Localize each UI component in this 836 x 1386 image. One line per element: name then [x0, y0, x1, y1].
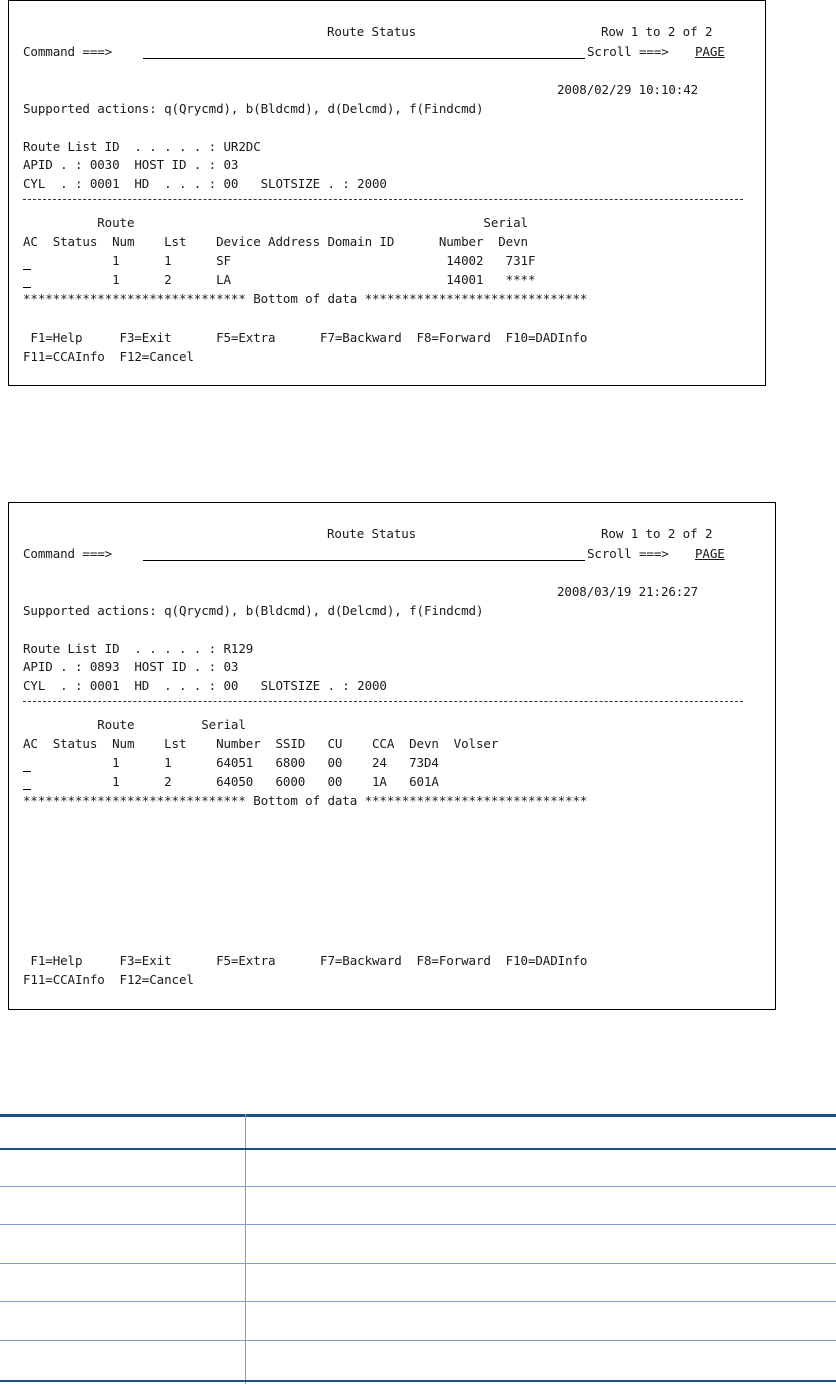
- timestamp: 2008/03/19 21:26:27: [557, 584, 699, 599]
- table-row: 1 1 64051 6800 00 24 73D4: [23, 755, 439, 770]
- bottom-of-data: ****************************** Bottom of data ******************************: [23, 793, 588, 808]
- command-input[interactable]: [143, 58, 585, 59]
- screen-title: Route Status: [327, 526, 417, 541]
- scroll-value-field[interactable]: PAGE: [695, 44, 725, 59]
- table-row: 1 2 64050 6000 00 1A 601A: [23, 774, 439, 789]
- action-code-field[interactable]: [23, 771, 31, 772]
- table-header: [0, 1114, 836, 1151]
- column-header-1: Route Serial: [23, 717, 246, 732]
- action-code-field[interactable]: [23, 269, 31, 270]
- function-keys-row-1[interactable]: F1=Help F3=Exit F5=Extra F7=Backward F8=Forward F10=DADInfo: [23, 330, 588, 345]
- action-code-field[interactable]: [23, 789, 31, 790]
- separator-line: [23, 701, 743, 702]
- table-row: 1 1 SF 14002 731F: [23, 253, 536, 268]
- supported-actions: Supported actions: q(Qrycmd), b(Bldcmd), d(Delcmd), f(Findcmd): [23, 603, 484, 618]
- column-header-1: Route Serial: [23, 215, 528, 230]
- row-info: Row 1 to 2 of 2: [601, 24, 713, 39]
- command-input[interactable]: [143, 560, 585, 561]
- table-row: [0, 1301, 836, 1302]
- row-info: Row 1 to 2 of 2: [601, 526, 713, 541]
- table-row: 1 2 LA 14001 ****: [23, 272, 536, 287]
- command-label: Command ===>: [23, 44, 113, 59]
- apid-host-line: APID . : 0893 HOST ID . : 03: [23, 659, 239, 674]
- cyl-hd-slot-line: CYL . : 0001 HD . . . : 00 SLOTSIZE . : 2000: [23, 176, 387, 191]
- route-list-id: Route List ID . . . . . : R129: [23, 641, 254, 656]
- scroll-value-field[interactable]: PAGE: [695, 546, 725, 561]
- separator-line: [23, 199, 743, 200]
- route-status-screen-2: [8, 502, 776, 1010]
- column-header-2: AC Status Num Lst Number SSID CU CCA Devn Volser: [23, 736, 499, 751]
- column-header-2: AC Status Num Lst Device Address Domain ID Number Devn: [23, 234, 528, 249]
- bottom-of-data: ****************************** Bottom of data ******************************: [23, 291, 588, 306]
- apid-host-line: APID . : 0030 HOST ID . : 03: [23, 157, 239, 172]
- supported-actions: Supported actions: q(Qrycmd), b(Bldcmd), d(Delcmd), f(Findcmd): [23, 101, 484, 116]
- function-keys-row-2[interactable]: F11=CCAInfo F12=Cancel: [23, 349, 194, 364]
- table-row: [0, 1224, 836, 1225]
- table-row: [0, 1148, 836, 1150]
- column-divider: [245, 1114, 246, 1384]
- screen-title: Route Status: [327, 24, 417, 39]
- action-code-field[interactable]: [23, 287, 31, 288]
- command-label: Command ===>: [23, 546, 113, 561]
- function-keys-row-1[interactable]: F1=Help F3=Exit F5=Extra F7=Backward F8=Forward F10=DADInfo: [23, 953, 588, 968]
- route-status-screen-1: [8, 0, 766, 386]
- table-row: [0, 1186, 836, 1187]
- scroll-label: Scroll ===>: [587, 546, 669, 561]
- route-list-id: Route List ID . . . . . : UR2DC: [23, 139, 261, 154]
- table-row: [0, 1263, 836, 1264]
- table-row: [0, 1340, 836, 1341]
- timestamp: 2008/02/29 10:10:42: [557, 82, 699, 97]
- function-keys-row-2[interactable]: F11=CCAInfo F12=Cancel: [23, 972, 194, 987]
- scroll-label: Scroll ===>: [587, 44, 669, 59]
- cyl-hd-slot-line: CYL . : 0001 HD . . . : 00 SLOTSIZE . : 2000: [23, 678, 387, 693]
- table-bottom-border: [0, 1380, 836, 1382]
- reference-table: [0, 1114, 836, 1384]
